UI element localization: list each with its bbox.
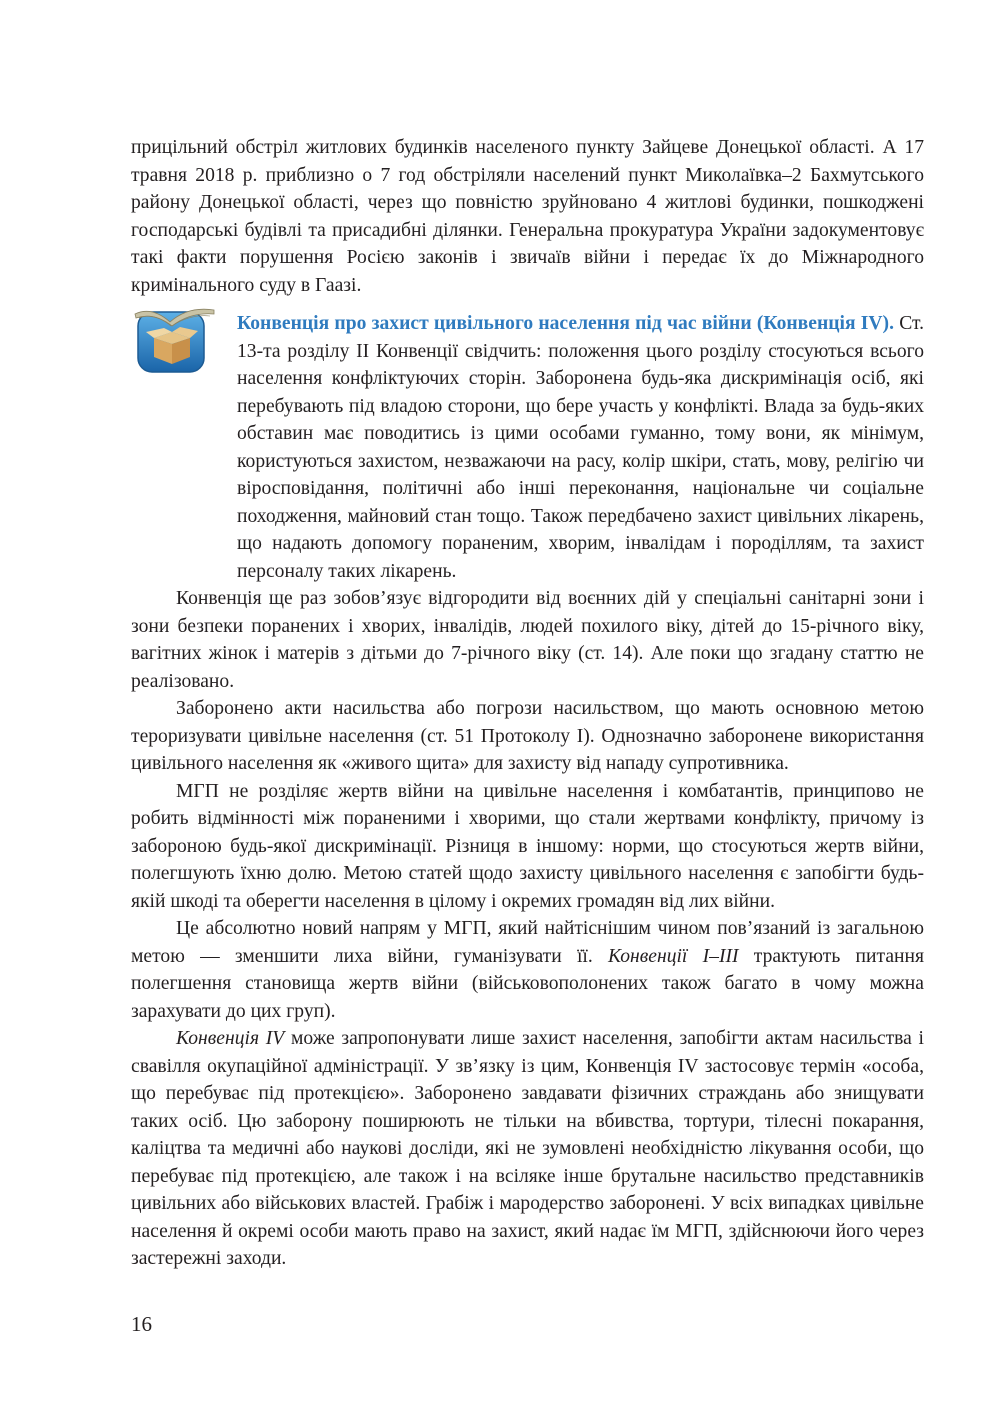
intro-text bbox=[131, 134, 924, 299]
convention-heading: Конвенція про захист цивільного населення під час війни (Конвенція IV). bbox=[237, 313, 894, 334]
paragraph-convention-iv bbox=[131, 1025, 924, 1273]
convention-paragraph bbox=[131, 310, 924, 585]
new-direction-text-1: Це абсолютно новий напрям у МГП, який найтіснішим чином пов’язаний із загальною метою — зменшити лиха війни, гуманізувати її. bbox=[131, 918, 924, 967]
paragraph-intro: прицільний обстріл житлових будинків населеного пункту Зайцеве Донецької області. А 17 травня 2018 р. приблизно о 7 год обстріляли населений пункт Миколаївка–2 Бахмутського району Донецької області, через що повністю зруйновано 4 житлові будинки, пошкоджені господарські будівлі та присадибні ділянки. Генеральна прокуратура України задокументовує такі факти порушення Росією законів і звичаїв війни і передає їх до Міжнародного кримінального суду в Гаазі. bbox=[131, 137, 924, 296]
convention-iv-italic: Конвенція IV bbox=[176, 1028, 285, 1049]
paragraph-mgp: МГП не розділяє жертв війни на цивільне населення і комбатантів, принципово не робить відмінності між пораненими і хворими, що стали жертвами конфлікту, причому із забороною будь-якої дискримінації. Різниця в іншому: норми, що стосуються жертв війни, полегшують їхню долю. Метою статей щодо захисту цивільного населення є запобігти будь-якій шкоді та оберегти населення в цілому і окремих громадян від лих війни. bbox=[131, 780, 924, 912]
new-direction-text-2: трактують питання полегшення становища жертв війни (військовополонених також багато в чому можна зарахувати до цих груп). bbox=[131, 945, 924, 1022]
convention-body: Ст. 13-та розділу II Конвенції свідчить: положення цього розділу стосуються всього населення конфліктуючих сторін. Заборонена будь-яка дискримінація осіб, які перебувають під владою сторони, що бере участь у конфлікті. Влада за будь-яких обставин має поводитись із цими особами гуманно, тому вони, як мінімум, користуються захистом, незважаючи на расу, колір шкіри, стать, мову, релігію чи віросповідання, політичні або інші переконання, національне чи соціальне походження, майновий стан тощо. Також передбачено захист цивільних лікарень, що надають допомогу пораненим, хворим, інвалідам і породіллям, та захист персоналу таких лікарень. bbox=[237, 313, 924, 582]
paragraph-zones: Конвенція ще раз зобов’язує відгородити від воєнних дій у спеціальні санітарні зони і зони безпеки поранених і хворих, інвалідів, людей похилого віку, дітей до 15-річного віку, вагітних жінок і матерів з дітьми до 7-річного віку (ст. 14). Але поки що згадану статтю не реалізовано. bbox=[131, 588, 924, 692]
paragraph-violence: Заборонено акти насильства або погрози насильством, що мають основною метою тероризувати цивільне населення (ст. 51 Протоколу I). Однозначно заборонене використання цивільного населення як «живого щита» для захисту від нападу супротивника. bbox=[131, 698, 924, 774]
paragraph-new-direction bbox=[131, 915, 924, 1025]
new-direction-italic: Конвенції I–III bbox=[607, 945, 739, 967]
page-number: 16 bbox=[131, 1312, 152, 1336]
convention-iv-text: може запропонувати лише захист населення, запобігти актам насильства і свавілля окупаційної адміністрації. У зв’язку із цим, Конвенція IV застосовує термін «особа, що перебуває під протекцією». Заборонено завдавати фізичних страждань або знищувати таких осіб. Цю заборону поширюють не тільки на вбивства, тортури, тілесні покарання, каліцтва та медичні або наукові досліди, які не зумовлені необхідністю лікування особи, що перебуває під протекцією, але також і на всіляке інше брутальне насильство представників цивільних або військових властей. Грабіж і мародерство заборонені. У всіх випадках цивільне населення й окремі особи мають право на захист, який надає їм МГП, здійснюючи його через застережні заходи. bbox=[131, 1028, 924, 1269]
convention-section bbox=[131, 310, 924, 1273]
